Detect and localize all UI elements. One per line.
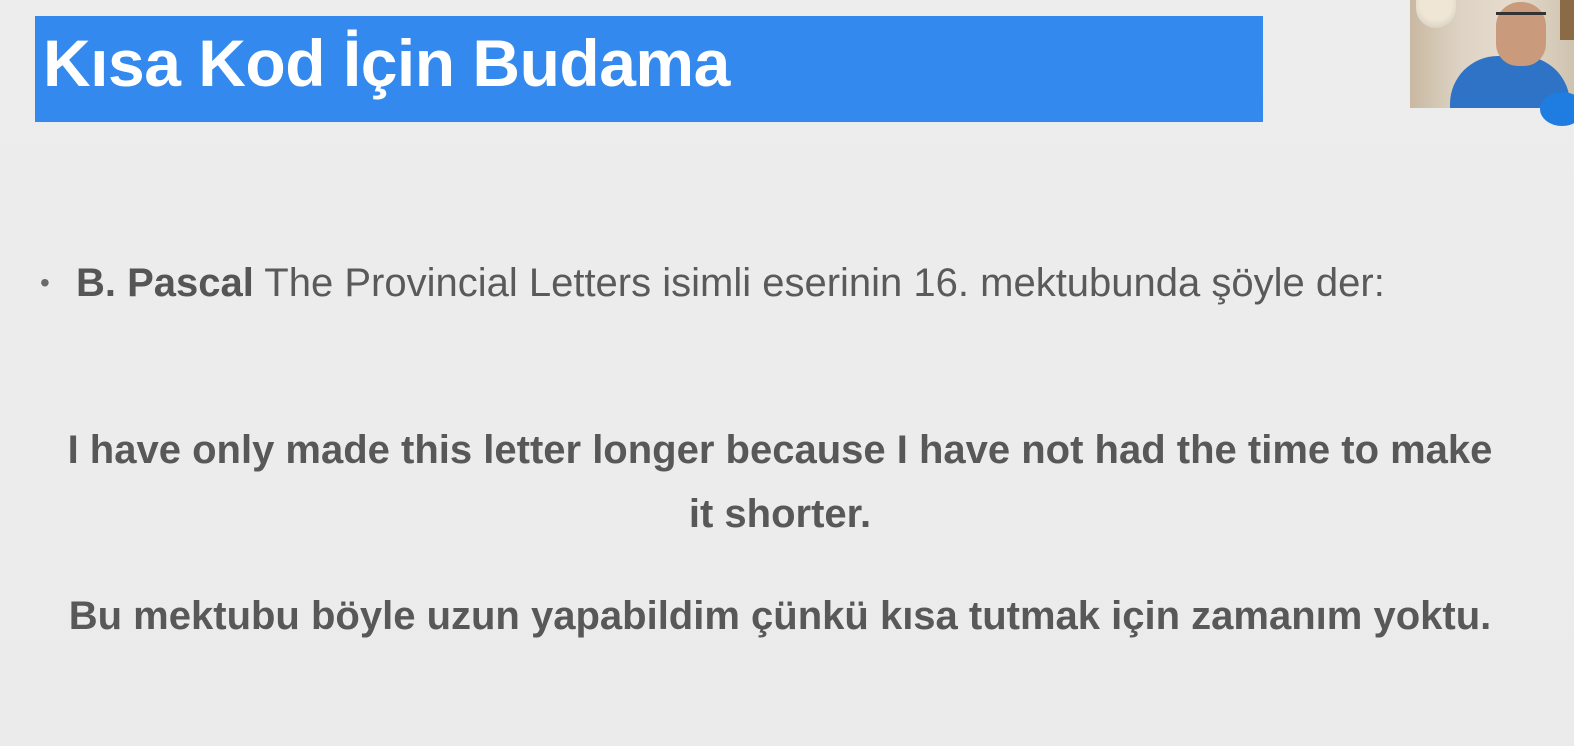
lamp-shape [1416,0,1456,28]
quote-english: I have only made this letter longer because I have not had the time to make it shorter. [67,428,1493,536]
bullet-marker: • [40,267,50,298]
slide-title: Kısa Kod İçin Budama [43,26,730,100]
bullet-text [76,250,1520,316]
presenter-glasses-shape [1496,12,1546,22]
presenter-webcam [1410,0,1574,108]
bullet-author: B. Pascal [76,261,254,305]
camera-status-icon [1540,92,1574,126]
quote-turkish: Bu mektubu böyle uzun yapabildim çünkü kısa tutmak için zamanım yoktu. [68,594,1492,638]
bullet-item [40,250,1520,316]
title-banner [35,16,1263,122]
picture-frame-shape [1560,0,1574,40]
bullet-body: The Provincial Letters isimli eserinin 16. mektubunda şöyle der: [253,261,1385,305]
